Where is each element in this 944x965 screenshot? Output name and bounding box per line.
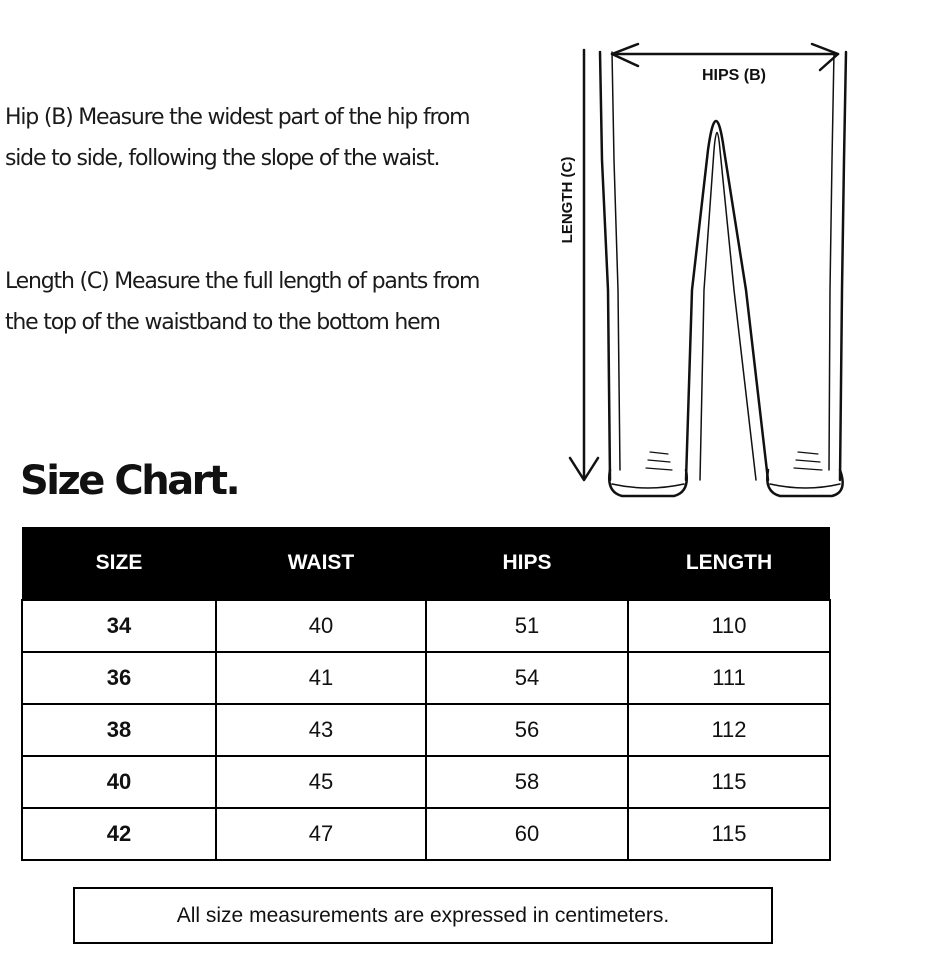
hips-cell: 58 xyxy=(426,756,628,808)
length-instruction-line1: Length (C) Measure the full length of pants from xyxy=(5,269,480,294)
units-note-text: All size measurements are expressed in centimeters. xyxy=(176,903,670,927)
table-row xyxy=(22,756,830,808)
length-cell: 112 xyxy=(628,704,830,756)
header-hips: HIPS xyxy=(426,527,628,600)
table-row xyxy=(22,808,830,860)
hip-instruction xyxy=(5,97,525,179)
length-instruction-line2: the top of the waistband to the bottom hem xyxy=(5,310,440,335)
hips-cell: 60 xyxy=(426,808,628,860)
hip-instruction-line1: Hip (B) Measure the widest part of the hip from xyxy=(5,105,470,130)
waist-cell: 47 xyxy=(216,808,426,860)
length-cell: 110 xyxy=(628,600,830,652)
waist-cell: 43 xyxy=(216,704,426,756)
length-cell: 115 xyxy=(628,756,830,808)
length-label: LENGTH (C) xyxy=(559,156,576,244)
size-cell: 38 xyxy=(22,704,216,756)
length-cell: 111 xyxy=(628,652,830,704)
length-instruction xyxy=(5,261,525,343)
units-note xyxy=(73,887,773,944)
pants-left-outer-seam xyxy=(600,52,610,480)
size-cell: 34 xyxy=(22,600,216,652)
pants-right-cuff xyxy=(767,470,842,496)
table-row xyxy=(22,652,830,704)
hips-label: HIPS (B) xyxy=(702,67,766,84)
waist-cell: 45 xyxy=(216,756,426,808)
header-waist: WAIST xyxy=(216,527,426,600)
header-length: LENGTH xyxy=(628,527,830,600)
table-header-row xyxy=(22,527,830,600)
pants-left-cuff xyxy=(609,470,687,496)
waist-cell: 41 xyxy=(216,652,426,704)
table-row xyxy=(22,600,830,652)
hips-cell: 56 xyxy=(426,704,628,756)
pants-right-outer-seam xyxy=(840,52,846,480)
length-cell: 115 xyxy=(628,808,830,860)
hips-cell: 54 xyxy=(426,652,628,704)
table-row xyxy=(22,704,830,756)
waist-cell: 40 xyxy=(216,600,426,652)
size-cell: 36 xyxy=(22,652,216,704)
hips-cell: 51 xyxy=(426,600,628,652)
size-cell: 40 xyxy=(22,756,216,808)
size-cell: 42 xyxy=(22,808,216,860)
size-table xyxy=(21,527,831,861)
hip-instruction-line2: side to side, following the slope of the waist. xyxy=(5,146,440,171)
pants-diagram xyxy=(550,40,870,510)
pants-inseam xyxy=(686,121,768,480)
header-size: SIZE xyxy=(22,527,216,600)
size-chart-title: Size Chart. xyxy=(20,458,239,504)
